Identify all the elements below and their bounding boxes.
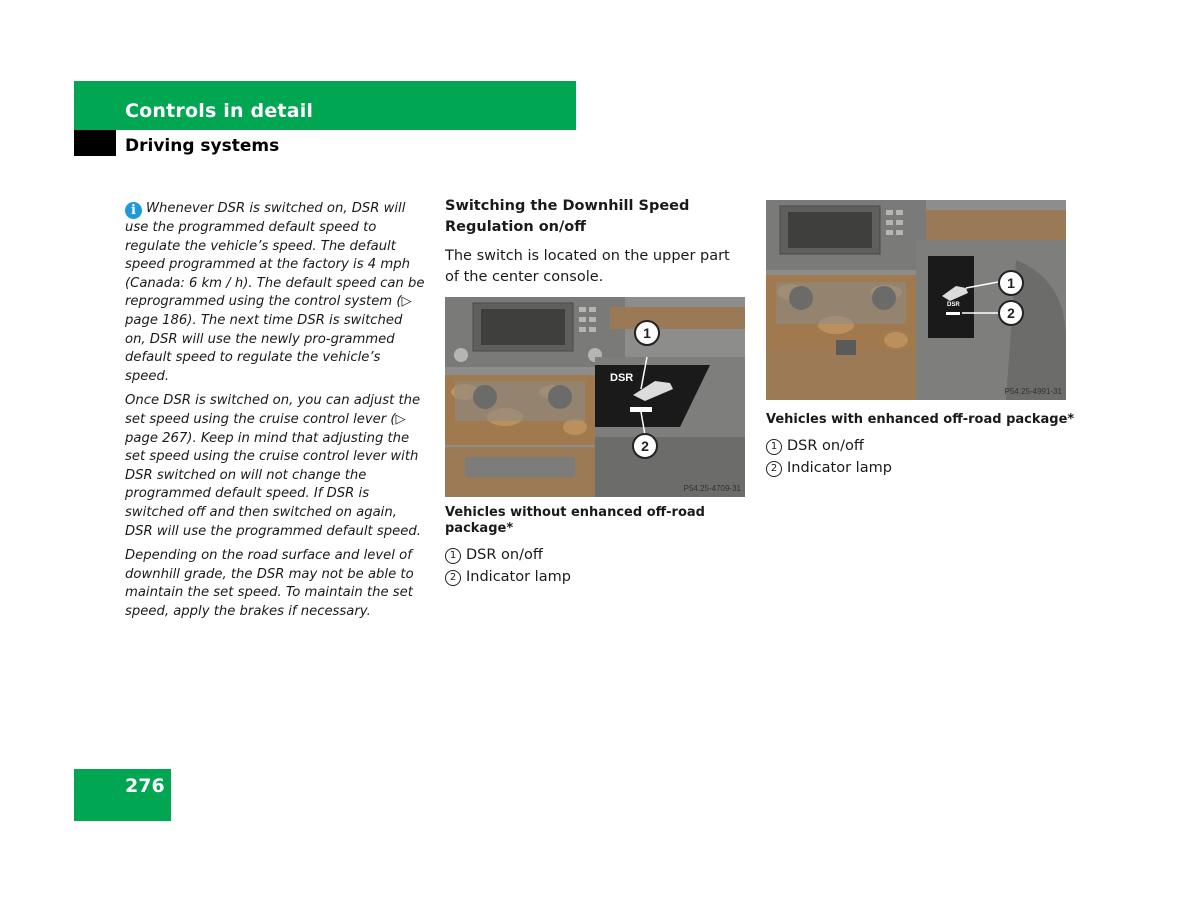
legend-item: 1 DSR on/off [766,436,892,458]
figure1-legend [445,545,571,588]
figure2-caption: Vehicles with enhanced off-road package* [766,412,1075,427]
figure-code: P54.25-4991-31 [1004,387,1062,396]
legend-item: 2 Indicator lamp [445,567,571,589]
svg-text:2: 2 [641,438,649,454]
section-title: Controls in detail [125,100,314,122]
svg-text:2: 2 [1007,305,1015,321]
subsection-title: Driving systems [125,136,280,156]
subsection-marker [74,130,116,156]
console-photo-standard [445,297,745,497]
note-paragraph-1: i Whenever DSR is switched on, DSR will use the programmed default speed to regulate the vehicle’s speed. The default speed programmed at the factory is 4 mph (Canada: 6 km / h). The default speed can be reprogrammed using the control system (▷ page 186). The next time DSR is switched on, DSR will use the newly pro-grammed default speed to regulate the vehicle’s speed. [125,201,425,384]
info-icon: i [125,202,142,219]
note-paragraph-2: Once DSR is switched on, you can adjust the set speed using the cruise control lever (▷ page 267). Keep in mind that adjusting the set speed using the cruise control lever with DSR switched on will not change the programmed default speed. If DSR is switched off and then switched on again, DSR will use the programmed default speed. [125,393,421,539]
legend-item: 1 DSR on/off [445,545,571,567]
console-photo-offroad [766,200,1066,400]
section-intro: The switch is located on the upper part of the center console. [445,248,730,285]
figure-code: P54.25-4709-31 [683,484,741,493]
page-number: 276 [125,775,165,797]
note-paragraph-3: Depending on the road surface and level of downhill grade, the DSR may not be able to maintain the set speed. To maintain the set speed, apply the brakes if necessary. [125,548,414,619]
switch-label: DSR [947,302,960,308]
legend-item: 2 Indicator lamp [766,458,892,480]
section-heading: Switching the Downhill Speed Regulation on/off [445,198,690,235]
svg-text:1: 1 [643,325,651,341]
section-dsr [445,196,745,288]
switch-label: DSR [610,372,634,384]
figure2-legend [766,436,892,479]
info-note [125,200,425,627]
figure1-caption: Vehicles without enhanced off-road package* [445,505,705,536]
svg-text:1: 1 [1007,275,1015,291]
